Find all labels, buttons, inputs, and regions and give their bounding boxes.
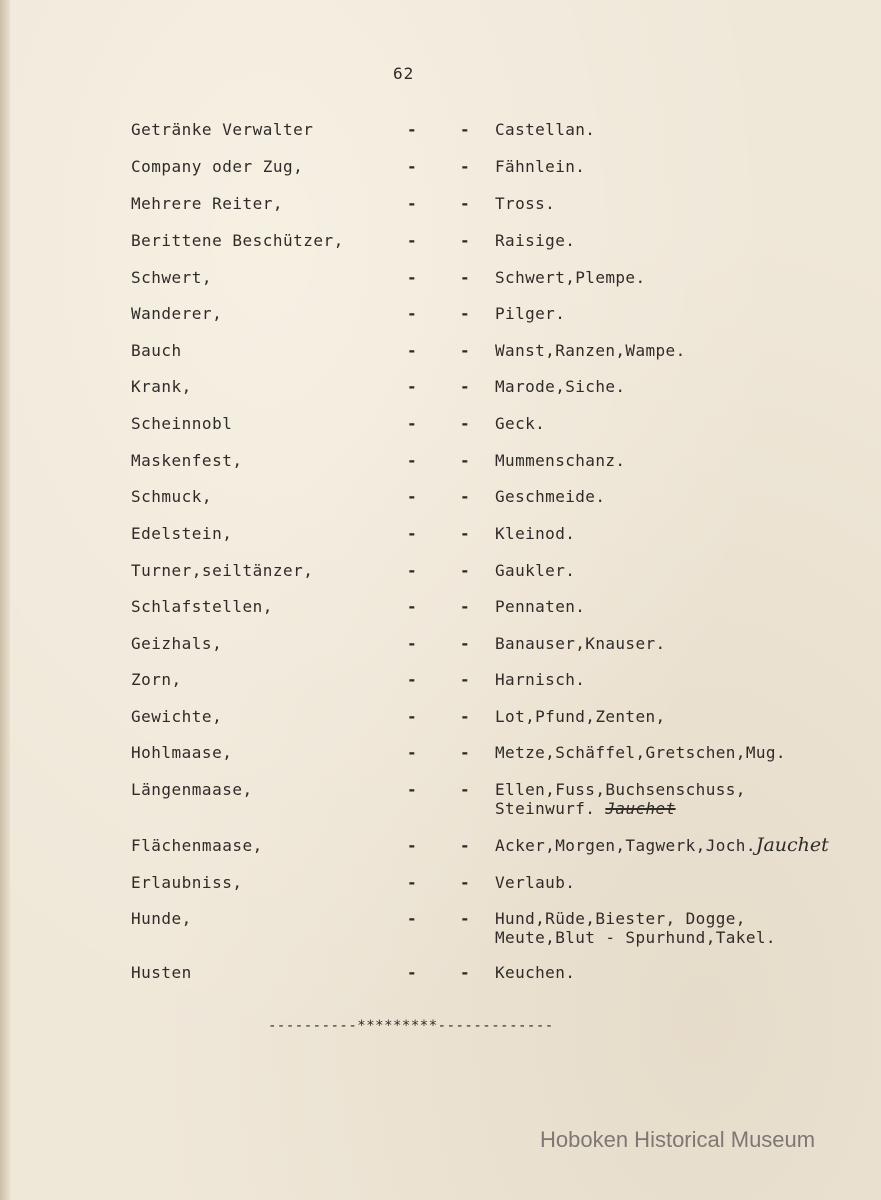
entry-term: Krank, bbox=[131, 377, 192, 396]
entry-term: Hohlmaase, bbox=[131, 743, 233, 762]
dash-mark: - bbox=[407, 909, 417, 928]
entry-term: Hunde, bbox=[131, 909, 192, 928]
dash-mark: - bbox=[407, 524, 417, 543]
entry-term: Scheinnobl bbox=[131, 414, 233, 433]
dash-mark: - bbox=[407, 231, 417, 250]
dash-mark: - bbox=[407, 268, 417, 287]
entry-definition: Acker,Morgen,Tagwerk,Joch.Jauchet bbox=[495, 834, 829, 856]
entry-term: Husten bbox=[131, 963, 192, 982]
entry-definition: Tross. bbox=[495, 194, 556, 213]
dash-mark: - bbox=[407, 780, 417, 799]
dash-mark: - bbox=[460, 231, 470, 250]
entry-definition: Lot,Pfund,Zenten, bbox=[495, 707, 666, 726]
dash-mark: - bbox=[460, 304, 470, 323]
entry-term: Schmuck, bbox=[131, 487, 213, 506]
dash-mark: - bbox=[407, 963, 417, 982]
entry-definition: Raisige. bbox=[495, 231, 576, 250]
entry-term: Zorn, bbox=[131, 670, 182, 689]
dash-mark: - bbox=[460, 157, 470, 176]
entry-definition: Pilger. bbox=[495, 304, 566, 323]
dash-mark: - bbox=[407, 194, 417, 213]
museum-watermark: Hoboken Historical Museum bbox=[540, 1127, 816, 1152]
entry-definition: Geck. bbox=[495, 414, 546, 433]
entry-term: Maskenfest, bbox=[131, 451, 243, 470]
dash-mark: - bbox=[460, 194, 470, 213]
page-number: 62 bbox=[393, 64, 415, 83]
paper-edge bbox=[0, 0, 10, 1200]
dash-mark: - bbox=[407, 487, 417, 506]
entry-definition: Metze,Schäffel,Gretschen,Mug. bbox=[495, 743, 786, 762]
dash-mark: - bbox=[407, 597, 417, 616]
entry-term: Berittene Beschützer, bbox=[131, 231, 344, 250]
entry-term: Turner,seiltänzer, bbox=[131, 561, 314, 580]
entry-term: Erlaubniss, bbox=[131, 873, 243, 892]
handwritten-annotation: Jauchet bbox=[755, 834, 829, 856]
entry-definition: Harnisch. bbox=[495, 670, 586, 689]
entry-term: Getränke Verwalter bbox=[131, 120, 314, 139]
dash-mark: - bbox=[460, 963, 470, 982]
entry-definition: Pennaten. bbox=[495, 597, 586, 616]
struck-out-word: Jauchet bbox=[605, 799, 676, 818]
entry-term: Schwert, bbox=[131, 268, 213, 287]
dash-mark: - bbox=[460, 451, 470, 470]
dash-mark: - bbox=[460, 268, 470, 287]
dash-mark: - bbox=[460, 524, 470, 543]
entry-definition: Schwert,Plempe. bbox=[495, 268, 646, 287]
entry-definition: Wanst,Ranzen,Wampe. bbox=[495, 341, 686, 360]
entry-term: Mehrere Reiter, bbox=[131, 194, 283, 213]
dash-mark: - bbox=[460, 836, 470, 855]
entry-definition: Fähnlein. bbox=[495, 157, 586, 176]
dash-mark: - bbox=[460, 707, 470, 726]
entry-definition: Kleinod. bbox=[495, 524, 576, 543]
dash-mark: - bbox=[460, 873, 470, 892]
entry-definition: Keuchen. bbox=[495, 963, 576, 982]
entry-term: Company oder Zug, bbox=[131, 157, 304, 176]
dash-mark: - bbox=[460, 743, 470, 762]
entry-definition: Banauser,Knauser. bbox=[495, 634, 666, 653]
entry-definition: Mummenschanz. bbox=[495, 451, 626, 470]
entry-term: Geizhals, bbox=[131, 634, 223, 653]
dash-mark: - bbox=[460, 487, 470, 506]
dash-mark: - bbox=[407, 451, 417, 470]
dash-mark: - bbox=[460, 597, 470, 616]
dash-mark: - bbox=[407, 670, 417, 689]
dash-mark: - bbox=[460, 377, 470, 396]
dash-mark: - bbox=[460, 120, 470, 139]
entry-term: Gewichte, bbox=[131, 707, 223, 726]
dash-mark: - bbox=[407, 120, 417, 139]
dash-mark: - bbox=[407, 157, 417, 176]
dash-mark: - bbox=[407, 634, 417, 653]
entry-definition: Ellen,Fuss,Buchsenschuss, Steinwurf. Jauchet bbox=[495, 780, 746, 818]
dash-mark: - bbox=[407, 873, 417, 892]
entry-term: Wanderer, bbox=[131, 304, 223, 323]
dash-mark: - bbox=[460, 341, 470, 360]
entry-definition: Marode,Siche. bbox=[495, 377, 626, 396]
dash-mark: - bbox=[460, 414, 470, 433]
dash-mark: - bbox=[407, 743, 417, 762]
dash-mark: - bbox=[407, 304, 417, 323]
dash-mark: - bbox=[460, 780, 470, 799]
entry-term: Flächenmaase, bbox=[131, 836, 263, 855]
entry-definition: Gaukler. bbox=[495, 561, 576, 580]
dash-mark: - bbox=[460, 561, 470, 580]
dash-mark: - bbox=[407, 377, 417, 396]
dash-mark: - bbox=[407, 414, 417, 433]
entry-definition: Verlaub. bbox=[495, 873, 576, 892]
dash-mark: - bbox=[460, 634, 470, 653]
entry-term: Schlafstellen, bbox=[131, 597, 273, 616]
dash-mark: - bbox=[407, 836, 417, 855]
dash-mark: - bbox=[407, 561, 417, 580]
entry-definition: Castellan. bbox=[495, 120, 596, 139]
entry-term: Längenmaase, bbox=[131, 780, 253, 799]
entry-definition: Hund,Rüde,Biester, Dogge, Meute,Blut - Spurhund,Takel. bbox=[495, 909, 776, 947]
entry-definition: Geschmeide. bbox=[495, 487, 606, 506]
dash-mark: - bbox=[460, 909, 470, 928]
dash-mark: - bbox=[460, 670, 470, 689]
entry-term: Edelstein, bbox=[131, 524, 233, 543]
section-divider: ----------*********------------- bbox=[268, 1018, 554, 1034]
dash-mark: - bbox=[407, 707, 417, 726]
entry-term: Bauch bbox=[131, 341, 182, 360]
dash-mark: - bbox=[407, 341, 417, 360]
